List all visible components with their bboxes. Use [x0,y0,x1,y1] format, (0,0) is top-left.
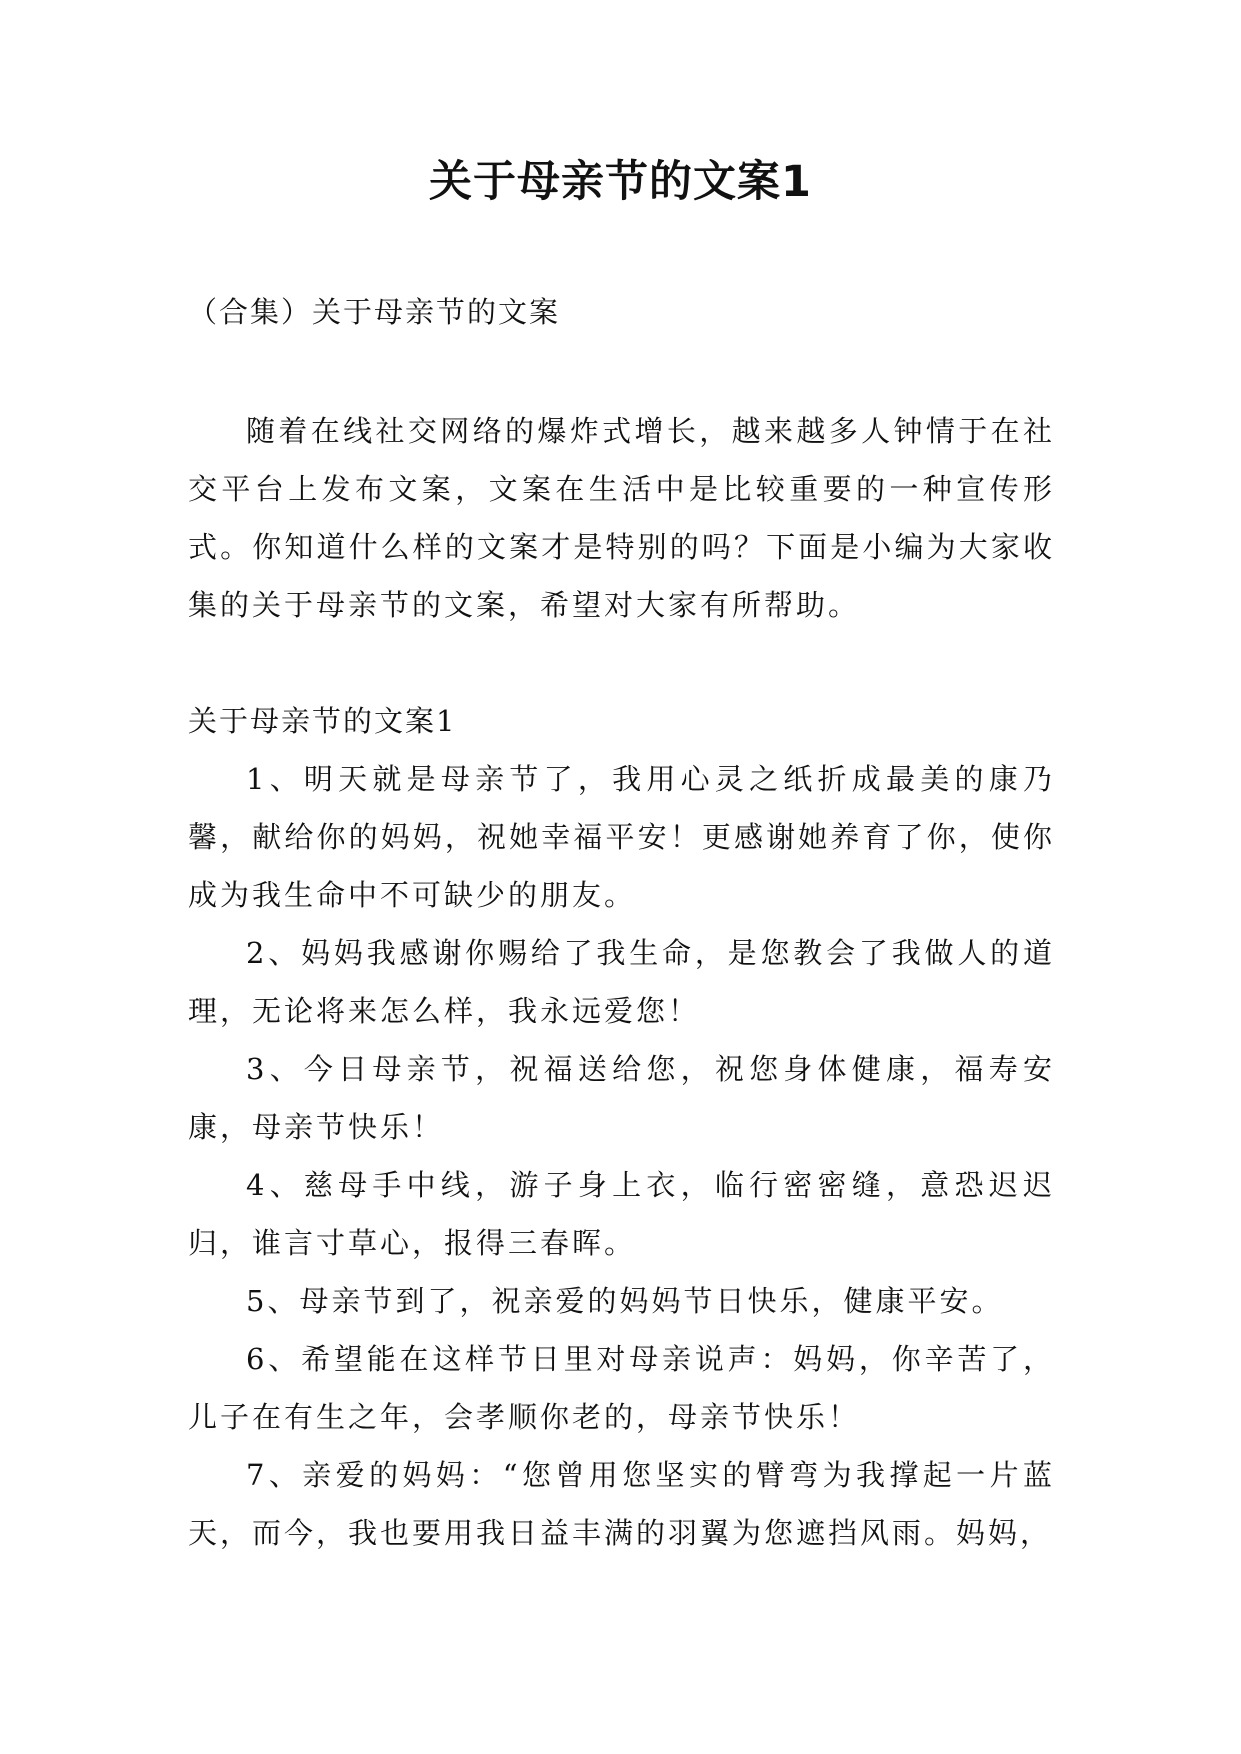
document-title: 关于母亲节的文案1 [429,157,812,207]
list-item: 7、亲爱的妈妈：“您曾用您坚实的臂弯为我撑起一片蓝天，而今，我也要用我日益丰满的羽翼为您遮挡风雨。妈妈， [188,1458,1055,1550]
list-item: 4、慈母手中线，游子身上衣，临行密密缝，意恐迟迟归，谁言寸草心，报得三春晖。 [188,1168,1055,1260]
list-item: 1、明天就是母亲节了，我用心灵之纸折成最美的康乃馨，献给你的妈妈，祝她幸福平安！更感谢她养育了你，使你成为我生命中不可缺少的朋友。 [188,762,1055,912]
document-subtitle: （合集）关于母亲节的文案 [188,295,561,329]
document-body [188,402,1055,1562]
list-item: 5、母亲节到了，祝亲爱的妈妈节日快乐，健康平安。 [246,1284,1004,1318]
list-item: 3、今日母亲节，祝福送给您，祝您身体健康，福寿安康，母亲节快乐！ [188,1052,1055,1144]
section-heading: 关于母亲节的文案1 [188,704,457,738]
intro-paragraph: 随着在线社交网络的爆炸式增长，越来越多人钟情于在社交平台上发布文案，文案在生活中是比较重要的一种宣传形式。你知道什么样的文案才是特别的吗？下面是小编为大家收集的关于母亲节的文案，希望对大家有所帮助。 [188,414,1055,622]
list-item: 2、妈妈我感谢你赐给了我生命，是您教会了我做人的道理，无论将来怎么样，我永远爱您！ [188,936,1055,1028]
list-item: 6、希望能在这样节日里对母亲说声：妈妈，你辛苦了，儿子在有生之年，会孝顺你老的，母亲节快乐！ [188,1342,1055,1434]
